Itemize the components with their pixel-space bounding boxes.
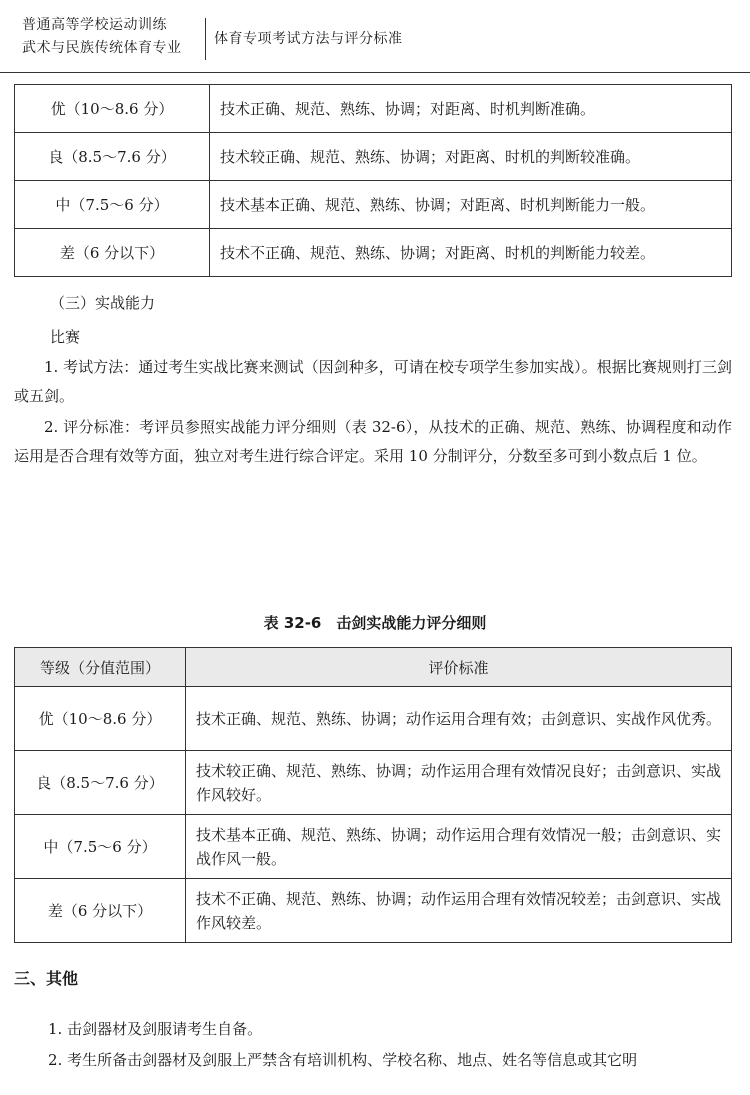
table-row — [15, 85, 732, 133]
table-header-row — [15, 648, 732, 687]
grade-cell: 中（7.5～6 分） — [15, 181, 210, 229]
criteria-cell: 技术较正确、规范、熟练、协调；对距离、时机的判断较准确。 — [210, 133, 732, 181]
others-heading: 三、其他 — [14, 969, 79, 988]
method-paragraph: 1. 考试方法：通过考生实战比赛来测试（因剑种多，可请在校专项学生参加实战）。根据比赛规则打三剑或五剑。 — [14, 358, 732, 405]
grade-cell: 中（7.5～6 分） — [15, 815, 186, 879]
table-row — [15, 687, 732, 751]
table-row — [15, 181, 732, 229]
table-caption: 表 32-6 击剑实战能力评分细则 — [263, 614, 487, 632]
header-separator — [205, 18, 206, 60]
others-item-1: 1. 击剑器材及剑服请考生自备。 — [48, 1020, 263, 1038]
scoring-table-combat — [14, 647, 732, 943]
section-heading: （三）实战能力 — [50, 294, 156, 312]
table-row — [15, 815, 732, 879]
criteria-cell: 技术正确、规范、熟练、协调；对距离、时机判断准确。 — [210, 85, 732, 133]
grade-cell: 差（6 分以下） — [15, 879, 186, 943]
header-rule — [0, 72, 750, 73]
table-row — [15, 133, 732, 181]
table-row — [15, 751, 732, 815]
standard-paragraph: 2. 评分标准：考评员参照实战能力评分细则（表 32-6），从技术的正确、规范、熟练、协调程度和动作运用是否合理有效等方面，独立对考生进行综合评定。采用 10 分制评分，分数至多可到小数点后 1 位。 — [14, 418, 732, 465]
page-header — [22, 14, 742, 64]
header-left-line2: 武术与民族传统体育专业 — [22, 40, 182, 56]
grade-cell: 差（6 分以下） — [15, 229, 210, 277]
table-row — [15, 879, 732, 943]
grade-cell: 优（10～8.6 分） — [15, 687, 186, 751]
criteria-cell: 技术较正确、规范、熟练、协调；动作运用合理有效情况良好；击剑意识、实战作风较好。 — [186, 751, 732, 815]
criteria-cell: 技术基本正确、规范、熟练、协调；对距离、时机判断能力一般。 — [210, 181, 732, 229]
grade-cell: 良（8.5～7.6 分） — [15, 133, 210, 181]
header-left — [22, 14, 200, 60]
criteria-cell: 技术基本正确、规范、熟练、协调；动作运用合理有效情况一般；击剑意识、实战作风一般。 — [186, 815, 732, 879]
grade-cell: 良（8.5～7.6 分） — [15, 751, 186, 815]
others-item-2: 2. 考生所备击剑器材及剑服上严禁含有培训机构、学校名称、地点、姓名等信息或其它明 — [48, 1051, 638, 1069]
criteria-cell: 技术正确、规范、熟练、协调；动作运用合理有效；击剑意识、实战作风优秀。 — [186, 687, 732, 751]
grade-cell: 优（10～8.6 分） — [15, 85, 210, 133]
section-subheading: 比赛 — [50, 328, 81, 346]
criteria-cell: 技术不正确、规范、熟练、协调；动作运用合理有效情况较差；击剑意识、实战作风较差。 — [186, 879, 732, 943]
header-right: 体育专项考试方法与评分标准 — [214, 31, 403, 47]
header-left-line1: 普通高等学校运动训练 — [22, 17, 167, 33]
scoring-table-technique — [14, 84, 732, 277]
criteria-cell: 技术不正确、规范、熟练、协调；对距离、时机的判断能力较差。 — [210, 229, 732, 277]
column-header-criteria: 评价标准 — [186, 648, 732, 687]
table-row — [15, 229, 732, 277]
column-header-grade: 等级（分值范围） — [15, 648, 186, 687]
